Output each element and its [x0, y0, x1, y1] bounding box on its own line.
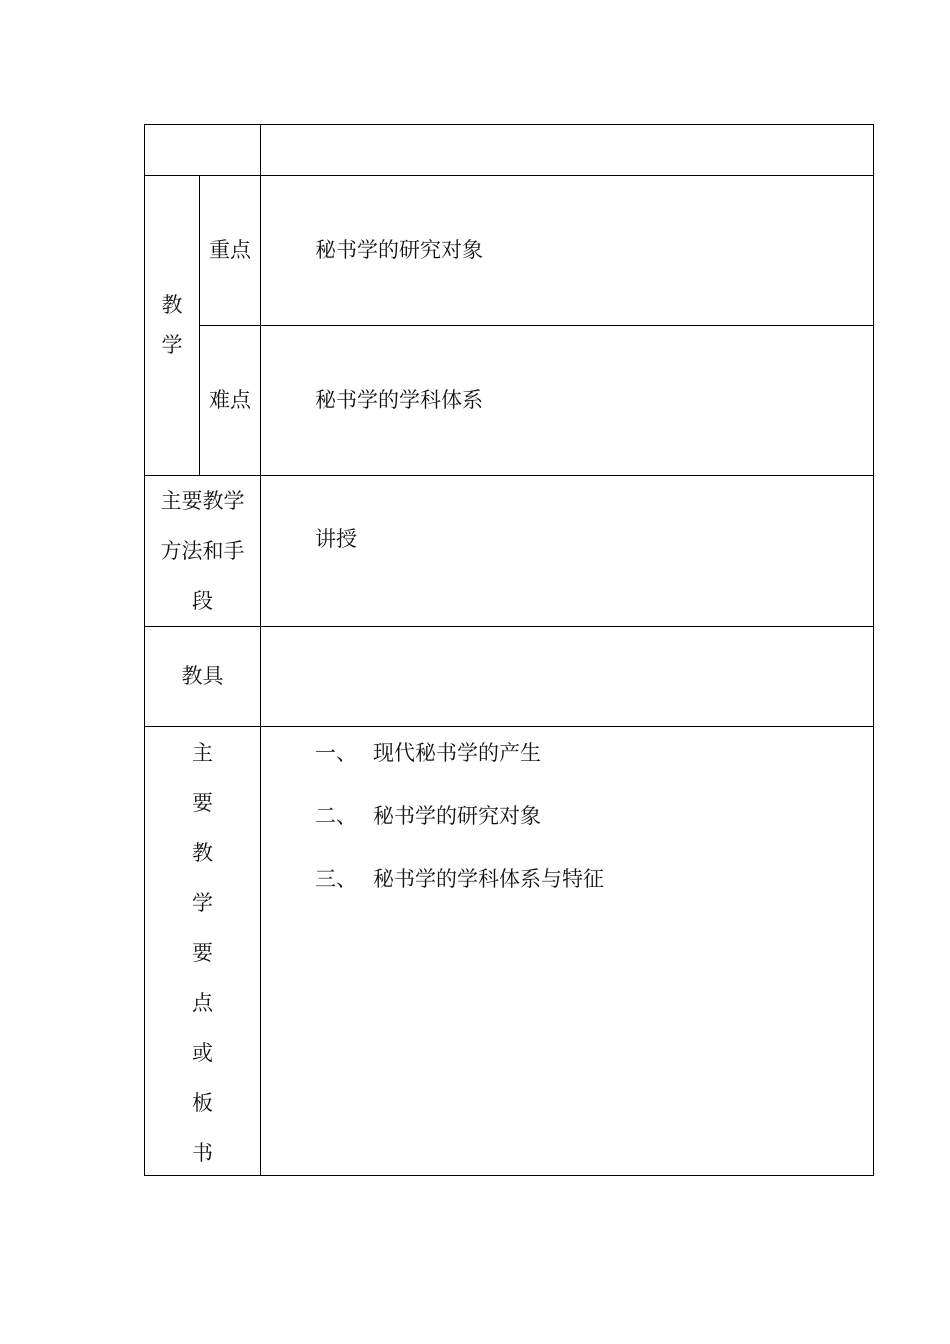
header-label-cell — [145, 125, 261, 176]
outline-label-char: 板 — [192, 1091, 213, 1115]
outline-item — [315, 802, 873, 865]
outline-label-char: 点 — [192, 991, 213, 1015]
outline-item-number: 一、 — [315, 741, 357, 765]
outline-item-number: 三、 — [315, 867, 357, 891]
outline-label-char: 书 — [192, 1141, 213, 1165]
outline-label-char: 学 — [192, 891, 213, 915]
teaching-label-char: 教 — [161, 293, 183, 318]
methods-content-text: 讲授 — [315, 527, 357, 552]
lesson-plan-sheet — [144, 124, 872, 1174]
methods-content — [261, 476, 874, 627]
methods-row — [145, 476, 874, 627]
difficulty-row — [145, 326, 874, 476]
outline-item-number: 二、 — [315, 804, 357, 828]
outline-label-char: 教 — [192, 841, 213, 865]
focus-content: 秘书学的研究对象 — [261, 176, 874, 326]
outline-item — [315, 865, 873, 928]
outline-item-text: 秘书学的研究对象 — [373, 804, 541, 828]
outline-label-char: 要 — [192, 941, 213, 965]
teaching-label-char: 学 — [161, 332, 183, 357]
methods-label-line: 段 — [192, 589, 213, 613]
aids-row — [145, 627, 874, 727]
outline-content-cell — [261, 727, 874, 1176]
outline-label-char: 主 — [192, 741, 213, 765]
difficulty-content: 秘书学的学科体系 — [261, 326, 874, 476]
outline-label-cell — [145, 727, 261, 1176]
header-content-cell — [261, 125, 874, 176]
teaching-label-cell — [145, 176, 200, 476]
outline-row — [145, 727, 874, 1176]
outline-item — [315, 739, 873, 802]
aids-content — [261, 627, 874, 727]
focus-row — [145, 176, 874, 326]
aids-label: 教具 — [145, 627, 261, 727]
methods-label-cell — [145, 476, 261, 627]
methods-label-line: 方法和手 — [160, 539, 245, 563]
header-row — [145, 125, 874, 176]
difficulty-label: 难点 — [200, 326, 261, 476]
focus-label: 重点 — [200, 176, 261, 326]
outline-item-text: 秘书学的学科体系与特征 — [373, 867, 604, 891]
outline-label-char: 要 — [192, 791, 213, 815]
lesson-plan-table — [144, 124, 874, 1176]
outline-label-char: 或 — [192, 1041, 213, 1065]
outline-item-text: 现代秘书学的产生 — [373, 741, 541, 765]
methods-label-line: 主要教学 — [160, 489, 245, 513]
